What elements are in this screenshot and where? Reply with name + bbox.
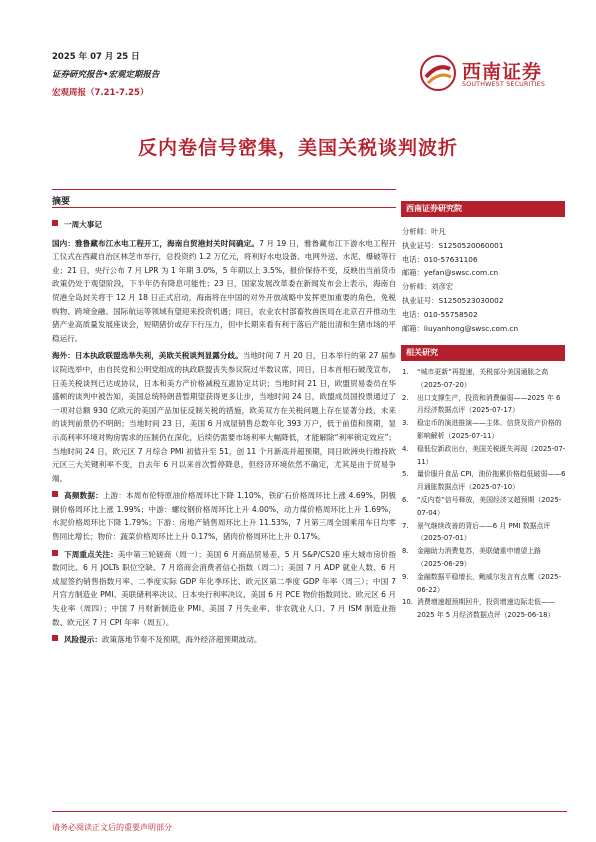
footer-disclaimer: 请务必阅读正文后的重要声明部分 — [52, 823, 172, 832]
analyst-name: 分析师：叶凡 — [402, 227, 446, 236]
related-header: 相关研究 — [401, 345, 565, 361]
related-item[interactable]: 6. “反内卷”信号释放，美国经济又超预期（2025-07-04） — [402, 495, 562, 517]
divider — [52, 207, 396, 208]
paragraph-next-week: 下周重点关注：美中第三轮磋商（周一）；美国 6 月商品贸易差、5 月 S&P/CS20 座大城市房价指数同比、6 月 JOLTs 职位空缺、7 月谘商会消费者信心指数（周二）；美国 7 月 ADP 就业人数、6 月成屋签约销售指数月率、二季度实际 GDP 年化季环比、欧元区第二季度 GDP 年率（周三）；中国 7 月官方制造业 PMI、美联储利率决议、日本央行利率决议、美国 6 月 PCE 物价指数同比、欧元区 6 月失业率（周四）；中国 7 月财新制造业 PMI、美国 7 月失业率、非农就业人口、7 月 ISM 制造业指数、欧元区 7 月 CPI 年率（周五）。 — [52, 549, 397, 627]
paragraph-risk: 风险提示：政策落地节奏不及预期，海外经济超预期波动。 — [52, 633, 396, 647]
analyst-email[interactable]: 邮箱：liuyanhong@swsc.com.cn — [402, 323, 519, 333]
section-heading: 一周大事记 — [52, 218, 396, 232]
related-item[interactable]: 9. 金融数据平稳增长，鲍威尔发言有点鹰（2025-06-22） — [402, 572, 562, 594]
team-header: 西南证券研究院 — [401, 201, 565, 217]
logo-text-cn: 西南证券 — [462, 61, 543, 83]
related-list — [402, 366, 567, 622]
analyst-phone: 电话：010-57631106 — [402, 254, 478, 264]
related-item[interactable]: 10. 消费增速超预期回升，投资增速边际走低——2025 年 5 月经济数据点评（2025-06-18） — [402, 598, 555, 620]
abstract-label: 摘要 — [52, 197, 71, 207]
footer-divider — [52, 811, 567, 812]
related-item[interactable]: 7. 景气继续改善的背后——6 月 PMI 数据点评（2025-07-01） — [402, 521, 551, 543]
abstract-body — [52, 218, 396, 651]
analyst-license: 执业证号：S1250523030002 — [402, 295, 504, 305]
paragraph-high-freq: 高频数据：上游：本周布伦特原油价格周环比下降 1.10%，铁矿石价格周环比上涨 4.69%，阴极铜价格周环比上涨 1.99%；中游：螺纹钢价格周环比上升 4.00%，动力煤价格周环比上升 1.69%，水泥价格周环比下降 1.79%；下游：房地产销售周环比上升 11.53%，7 月第三周全国乘用车日均零售同比增长；物价：蔬菜价格周环比上升 0.17%，猪肉价格周环比上升 0.17%。 — [52, 491, 397, 542]
paragraph-domestic: 国内：雅鲁藏布江水电工程开工，海南自贸港封关时间确定。7 月 19 日，雅鲁藏布江下游水电工程开工仪式在西藏自治区林芝市举行，总投资约 1.2 万亿元，将利好水电设备、电网外送、水泥、爆破等行业；21 日，央行公布 7 月 LPR 为 1 年期 3.0%，5 年期以上 3.5%，报价保持不变，反映出当前货币政策仍处于观望阶段，下半年仍有降息可能性；23 日，国家发展改革委在新闻发布会上表示，海南自贸港全岛封关将于 12 月 18 日正式启动，海南将在中国的对外开放战略中发挥更加重要的角色，免税购物、跨境金融、国际航运等领域有望迎来投资机遇；同日，农业农村部畜牧兽医局在北京召开推动生猪产业高质量发展座谈会，短期猪价或存下行压力，但中长期来看有利于落后产能出清和生猪市场的平稳运行。 — [52, 238, 397, 343]
paragraph-overseas: 海外：日本执政联盟选举失利，美欧关税谈判显露分歧。当地时间 7 月 20 日，日本举行的第 27 届参议院选举中，由自民党和公明党组成的执政联盟丧失参议院过半数议席，同日，日本首相石破茂宣布，日美关税谈判已达成协议，日本和美方产价格减税互惠协定共识；当地时间 21 日，欧盟贸易委员在华盛顿的谈判中被告知，美国总统特朗普暂期望获得更多让步，当地时间 24 日，欧盟成员国投票通过了一项对总额 930 亿欧元的美国产品加征反制关税的措施，欧美双方在关税问题上存在显著分歧，未来的谈判前景仍不明朗；当地时间 23 日，美国 6 月成屋销售总数年化 393 万户，低于前值和预期，显示高利率环境对购房需求的压制仍在深化，后续仍需要市场利率大幅降低，才能解除“利率锁定效应”；当地时间 24 日，欧元区 7 月综合 PMI 初值升至 51，创 11 个月新高并超预期，同日欧洲央行维持欧元区三大关键利率不变，自去年 6 月以来首次暂停降息，但经济环境依然不确定，尤其是由于贸易争端。 — [52, 351, 397, 483]
related-item[interactable]: 2. 出口支撑生产，投资和消费偏弱——2025 年 6 月经济数据点评（2025-07-17） — [402, 393, 561, 415]
divider — [52, 189, 396, 190]
logo-mark-icon — [420, 55, 456, 91]
logo-text-en: SOUTHWEST SECURITIES — [462, 81, 546, 88]
related-item[interactable]: 5. 量价服升食品 CPI，油价拖累价格趋低破弱——6 月通胀数据点评（2025-07-10） — [402, 470, 566, 492]
company-logo — [420, 55, 570, 95]
bullet-icon — [52, 220, 58, 226]
analyst-license: 执业证号：S1250520060001 — [402, 240, 504, 250]
analyst-phone: 电话：010-55758502 — [402, 309, 478, 319]
bullet-icon — [52, 550, 58, 556]
page-title: 反内卷信号密集，美国关税谈判波折 — [137, 137, 458, 159]
report-date: 2025 年 07 月 25 日 — [52, 52, 140, 62]
analyst-email[interactable]: 邮箱：yefan@swsc.com.cn — [402, 268, 499, 278]
analyst-name: 分析师：刘彦宏 — [402, 282, 454, 292]
related-item[interactable]: 1. “城市更新”再提速，关税部分美国通胀之高（2025-07-20） — [402, 368, 549, 389]
analyst-info — [402, 225, 567, 335]
bullet-icon — [52, 635, 58, 641]
report-week: 宏观周报（7.21-7.25） — [52, 88, 149, 98]
bullet-icon — [52, 491, 58, 497]
related-item[interactable]: 4. 稳低位新政出台，美国关税既失再现（2025-07-11） — [402, 444, 566, 466]
related-item[interactable]: 3. 稳定币的演进推演——主体、信贷及资产价格的影响解析（2025-07-11） — [402, 419, 562, 440]
related-item[interactable]: 8. 金融助力消费复苏，美联储重申增望上路（2025-06-29） — [402, 547, 542, 568]
report-type: 证券研究报告•宏观定期报告 — [52, 70, 160, 80]
